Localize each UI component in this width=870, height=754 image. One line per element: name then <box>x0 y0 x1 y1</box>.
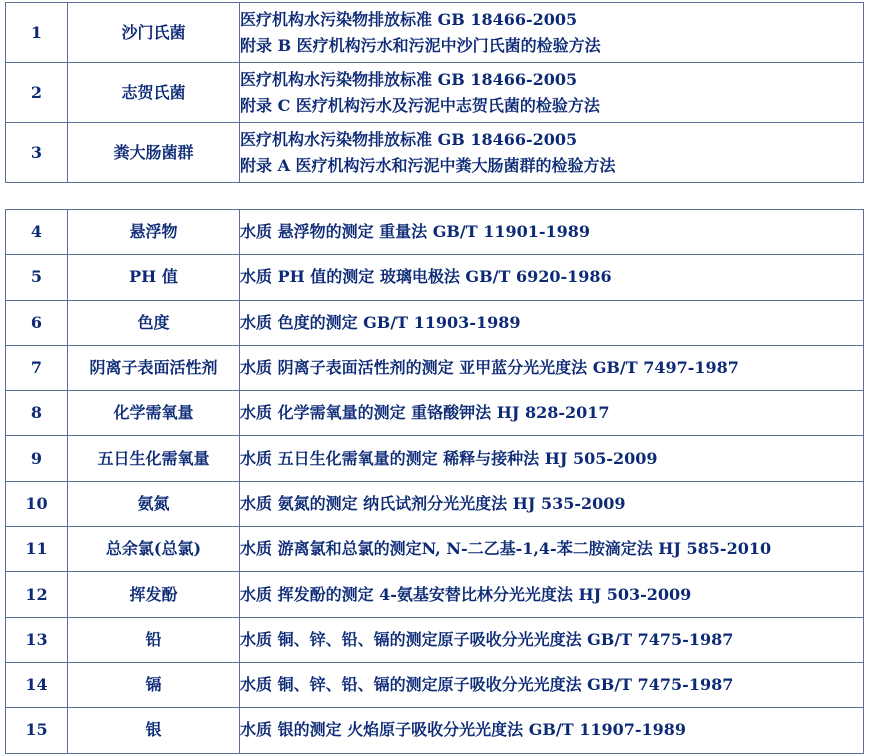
row-number: 2 <box>6 63 68 123</box>
row-number: 3 <box>6 123 68 183</box>
row-number: 13 <box>6 617 68 662</box>
table-row <box>6 3 864 63</box>
row-number: 1 <box>6 3 68 63</box>
table-row <box>6 527 864 572</box>
test-method <box>240 63 864 123</box>
test-item: 氨氮 <box>68 481 240 526</box>
test-method: 水质 五日生化需氧量的测定 稀释与接种法 HJ 505-2009 <box>240 436 864 481</box>
table-row <box>6 123 864 183</box>
test-item: 银 <box>68 708 240 753</box>
test-item: 粪大肠菌群 <box>68 123 240 183</box>
table-row <box>6 617 864 662</box>
table-row <box>6 708 864 753</box>
test-method: 水质 铜、锌、铅、镉的测定原子吸收分光光度法 GB/T 7475-1987 <box>240 662 864 707</box>
row-number: 15 <box>6 708 68 753</box>
method-line: 医疗机构水污染物排放标准 GB 18466-2005 <box>240 69 578 89</box>
table-row <box>6 210 864 255</box>
row-number: 14 <box>6 662 68 707</box>
table-row <box>6 436 864 481</box>
test-method: 水质 阴离子表面活性剂的测定 亚甲蓝分光光度法 GB/T 7497-1987 <box>240 345 864 390</box>
method-line: 附录 B 医疗机构污水和污泥中沙门氏菌的检验方法 <box>240 35 601 55</box>
table-row <box>6 345 864 390</box>
row-number: 10 <box>6 481 68 526</box>
method-line: 附录 A 医疗机构污水和污泥中粪大肠菌群的检验方法 <box>240 155 616 175</box>
test-item: 沙门氏菌 <box>68 3 240 63</box>
method-line: 附录 C 医疗机构污水及污泥中志贺氏菌的检验方法 <box>240 95 600 115</box>
test-item: 悬浮物 <box>68 210 240 255</box>
row-number: 6 <box>6 300 68 345</box>
test-method <box>240 3 864 63</box>
table-row <box>6 300 864 345</box>
test-method <box>240 123 864 183</box>
table-row <box>6 391 864 436</box>
table-row <box>6 481 864 526</box>
row-number: 12 <box>6 572 68 617</box>
test-item: 阴离子表面活性剂 <box>68 345 240 390</box>
test-method: 水质 PH 值的测定 玻璃电极法 GB/T 6920-1986 <box>240 255 864 300</box>
row-number: 8 <box>6 391 68 436</box>
test-method: 水质 色度的测定 GB/T 11903-1989 <box>240 300 864 345</box>
standards-table-chemical <box>5 209 864 754</box>
test-item: 总余氯(总氯) <box>68 527 240 572</box>
test-item: 色度 <box>68 300 240 345</box>
test-item: 铅 <box>68 617 240 662</box>
test-item: 五日生化需氧量 <box>68 436 240 481</box>
test-item: 镉 <box>68 662 240 707</box>
method-line: 医疗机构水污染物排放标准 GB 18466-2005 <box>240 129 578 149</box>
test-method: 水质 悬浮物的测定 重量法 GB/T 11901-1989 <box>240 210 864 255</box>
test-item: PH 值 <box>68 255 240 300</box>
test-method: 水质 挥发酚的测定 4-氨基安替比林分光光度法 HJ 503-2009 <box>240 572 864 617</box>
row-number: 11 <box>6 527 68 572</box>
test-method: 水质 化学需氧量的测定 重铬酸钾法 HJ 828-2017 <box>240 391 864 436</box>
table-row <box>6 63 864 123</box>
table-row <box>6 662 864 707</box>
test-method: 水质 银的测定 火焰原子吸收分光光度法 GB/T 11907-1989 <box>240 708 864 753</box>
test-item: 化学需氧量 <box>68 391 240 436</box>
test-method: 水质 氨氮的测定 纳氏试剂分光光度法 HJ 535-2009 <box>240 481 864 526</box>
row-number: 9 <box>6 436 68 481</box>
table-row <box>6 572 864 617</box>
standards-table-microbial <box>5 2 864 183</box>
test-method: 水质 游离氯和总氯的测定N, N-二乙基-1,4-苯二胺滴定法 HJ 585-2010 <box>240 527 864 572</box>
table-row <box>6 255 864 300</box>
row-number: 7 <box>6 345 68 390</box>
test-method: 水质 铜、锌、铅、镉的测定原子吸收分光光度法 GB/T 7475-1987 <box>240 617 864 662</box>
row-number: 5 <box>6 255 68 300</box>
method-line: 医疗机构水污染物排放标准 GB 18466-2005 <box>240 9 578 29</box>
row-number: 4 <box>6 210 68 255</box>
test-item: 志贺氏菌 <box>68 63 240 123</box>
test-item: 挥发酚 <box>68 572 240 617</box>
